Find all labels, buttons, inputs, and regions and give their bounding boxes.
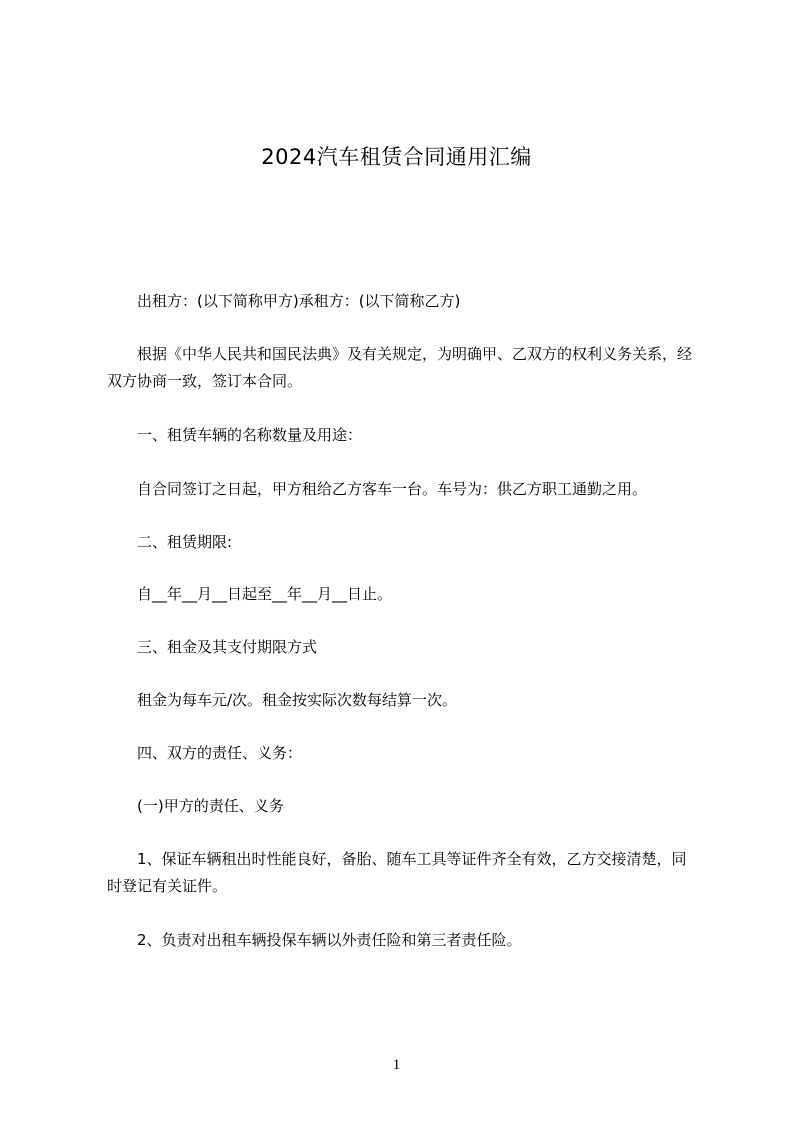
clause-1-paragraph: 1、保证车辆租出时性能良好，备胎、随车工具等证件齐全有效，乙方交接清楚，同时登记有关证件。 <box>107 850 687 895</box>
parties-paragraph: 出租方：(以下简称甲方)承租方：(以下简称乙方) <box>137 292 461 310</box>
section-1-heading: 一、租赁车辆的名称数量及用途： <box>137 426 363 444</box>
preamble-paragraph: 根据《中华人民共和国民法典》及有关规定，为明确甲、乙双方的权利义务关系，经双方协商一致，签订本合同。 <box>107 345 693 390</box>
section-4-heading: 四、双方的责任、义务： <box>137 744 303 762</box>
clause-2-paragraph: 2、负责对出租车辆投保车辆以外责任险和第三者责任险。 <box>137 931 522 949</box>
section-3-heading: 三、租金及其支付期限方式 <box>137 638 318 656</box>
section-3-body: 租金为每车元/次。租金按实际次数每结算一次。 <box>137 691 458 709</box>
subsection-party-a-heading: (一)甲方的责任、义务 <box>137 797 284 815</box>
section-2-body: 自__年__月__日起至__年__月__日止。 <box>137 585 393 603</box>
section-1-body: 自合同签订之日起，甲方租给乙方客车一台。车号为：供乙方职工通勤之用。 <box>137 480 648 498</box>
page-number: 1 <box>392 1057 401 1073</box>
document-title: 2024汽车租赁合同通用汇编 <box>261 145 532 169</box>
section-2-heading: 二、租赁期限: <box>137 533 233 551</box>
